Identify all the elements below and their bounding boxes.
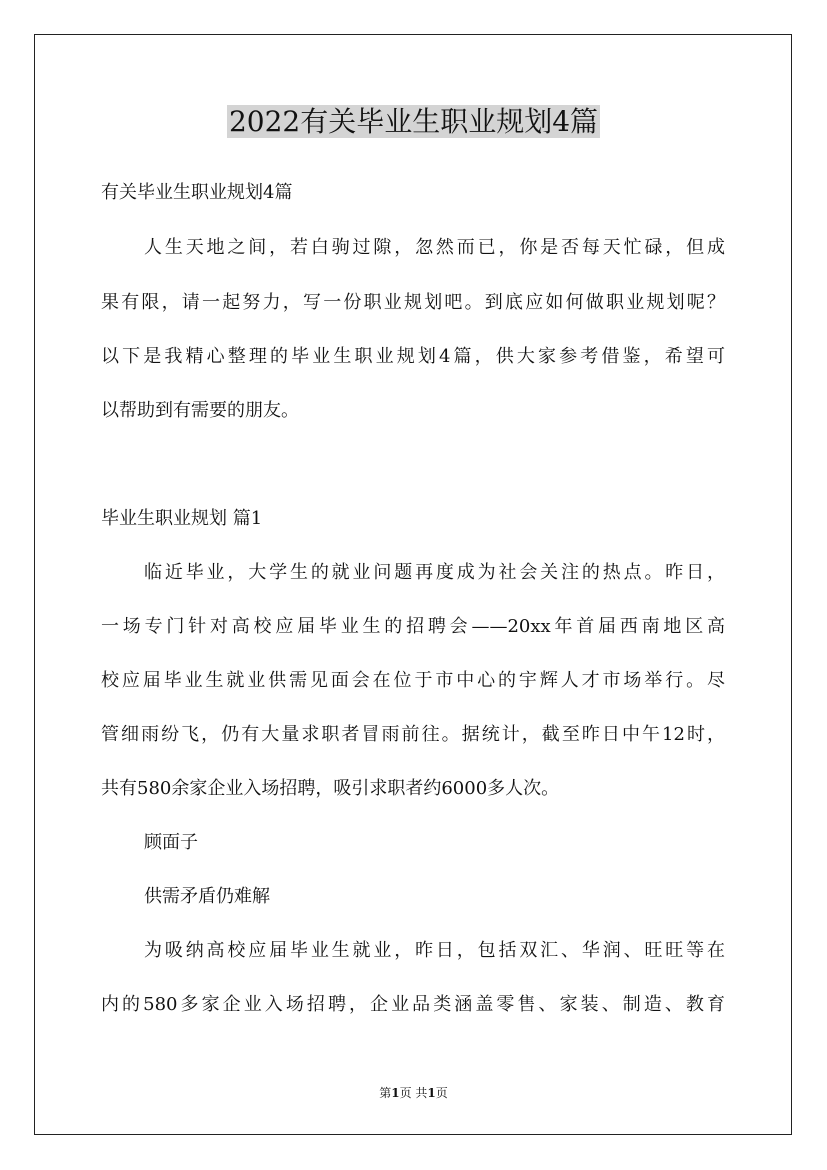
section-line-7: 内的580多家企业入场招聘，企业品类涵盖零售、家装、制造、教育 [101, 994, 725, 1015]
document-title [0, 104, 827, 140]
footer-page-number: 1 [391, 1086, 400, 1100]
footer-mid: 页 共 [399, 1086, 428, 1100]
document-title-text: 2022有关毕业生职业规划4篇 [228, 105, 599, 138]
subheading-2: 供需矛盾仍难解 [144, 886, 270, 907]
intro-line-4: 以帮助到有需要的朋友。 [101, 400, 299, 421]
intro-line-2: 果有限，请一起努力，写一份职业规划吧。到底应如何做职业规划呢？ [101, 292, 725, 313]
section-line-4: 管细雨纷飞，仍有大量求职者冒雨前往。据统计，截至昨日中午12时， [101, 724, 725, 745]
section-line-3: 校应届毕业生就业供需见面会在位于市中心的宇辉人才市场举行。尽 [101, 670, 725, 691]
subheading-1: 顾面子 [144, 832, 198, 853]
section-line-5: 共有580余家企业入场招聘，吸引求职者约6000多人次。 [101, 778, 560, 799]
footer-suffix: 页 [435, 1086, 448, 1100]
intro-line-1: 人生天地之间，若白驹过隙，忽然而已，你是否每天忙碌，但成 [144, 237, 725, 258]
page-footer [0, 1085, 827, 1101]
footer-total-pages: 1 [427, 1086, 436, 1100]
document-subtitle: 有关毕业生职业规划4篇 [101, 182, 293, 203]
footer-prefix: 第 [379, 1086, 392, 1100]
section-line-1: 临近毕业，大学生的就业问题再度成为社会关注的热点。昨日， [144, 562, 725, 583]
section-heading: 毕业生职业规划 篇1 [101, 508, 263, 529]
section-line-2: 一场专门针对高校应届毕业生的招聘会——20xx年首届西南地区高 [101, 616, 725, 637]
intro-line-3: 以下是我精心整理的毕业生职业规划4篇，供大家参考借鉴，希望可 [101, 346, 725, 367]
section-line-6: 为吸纳高校应届毕业生就业，昨日，包括双汇、华润、旺旺等在 [144, 940, 725, 961]
